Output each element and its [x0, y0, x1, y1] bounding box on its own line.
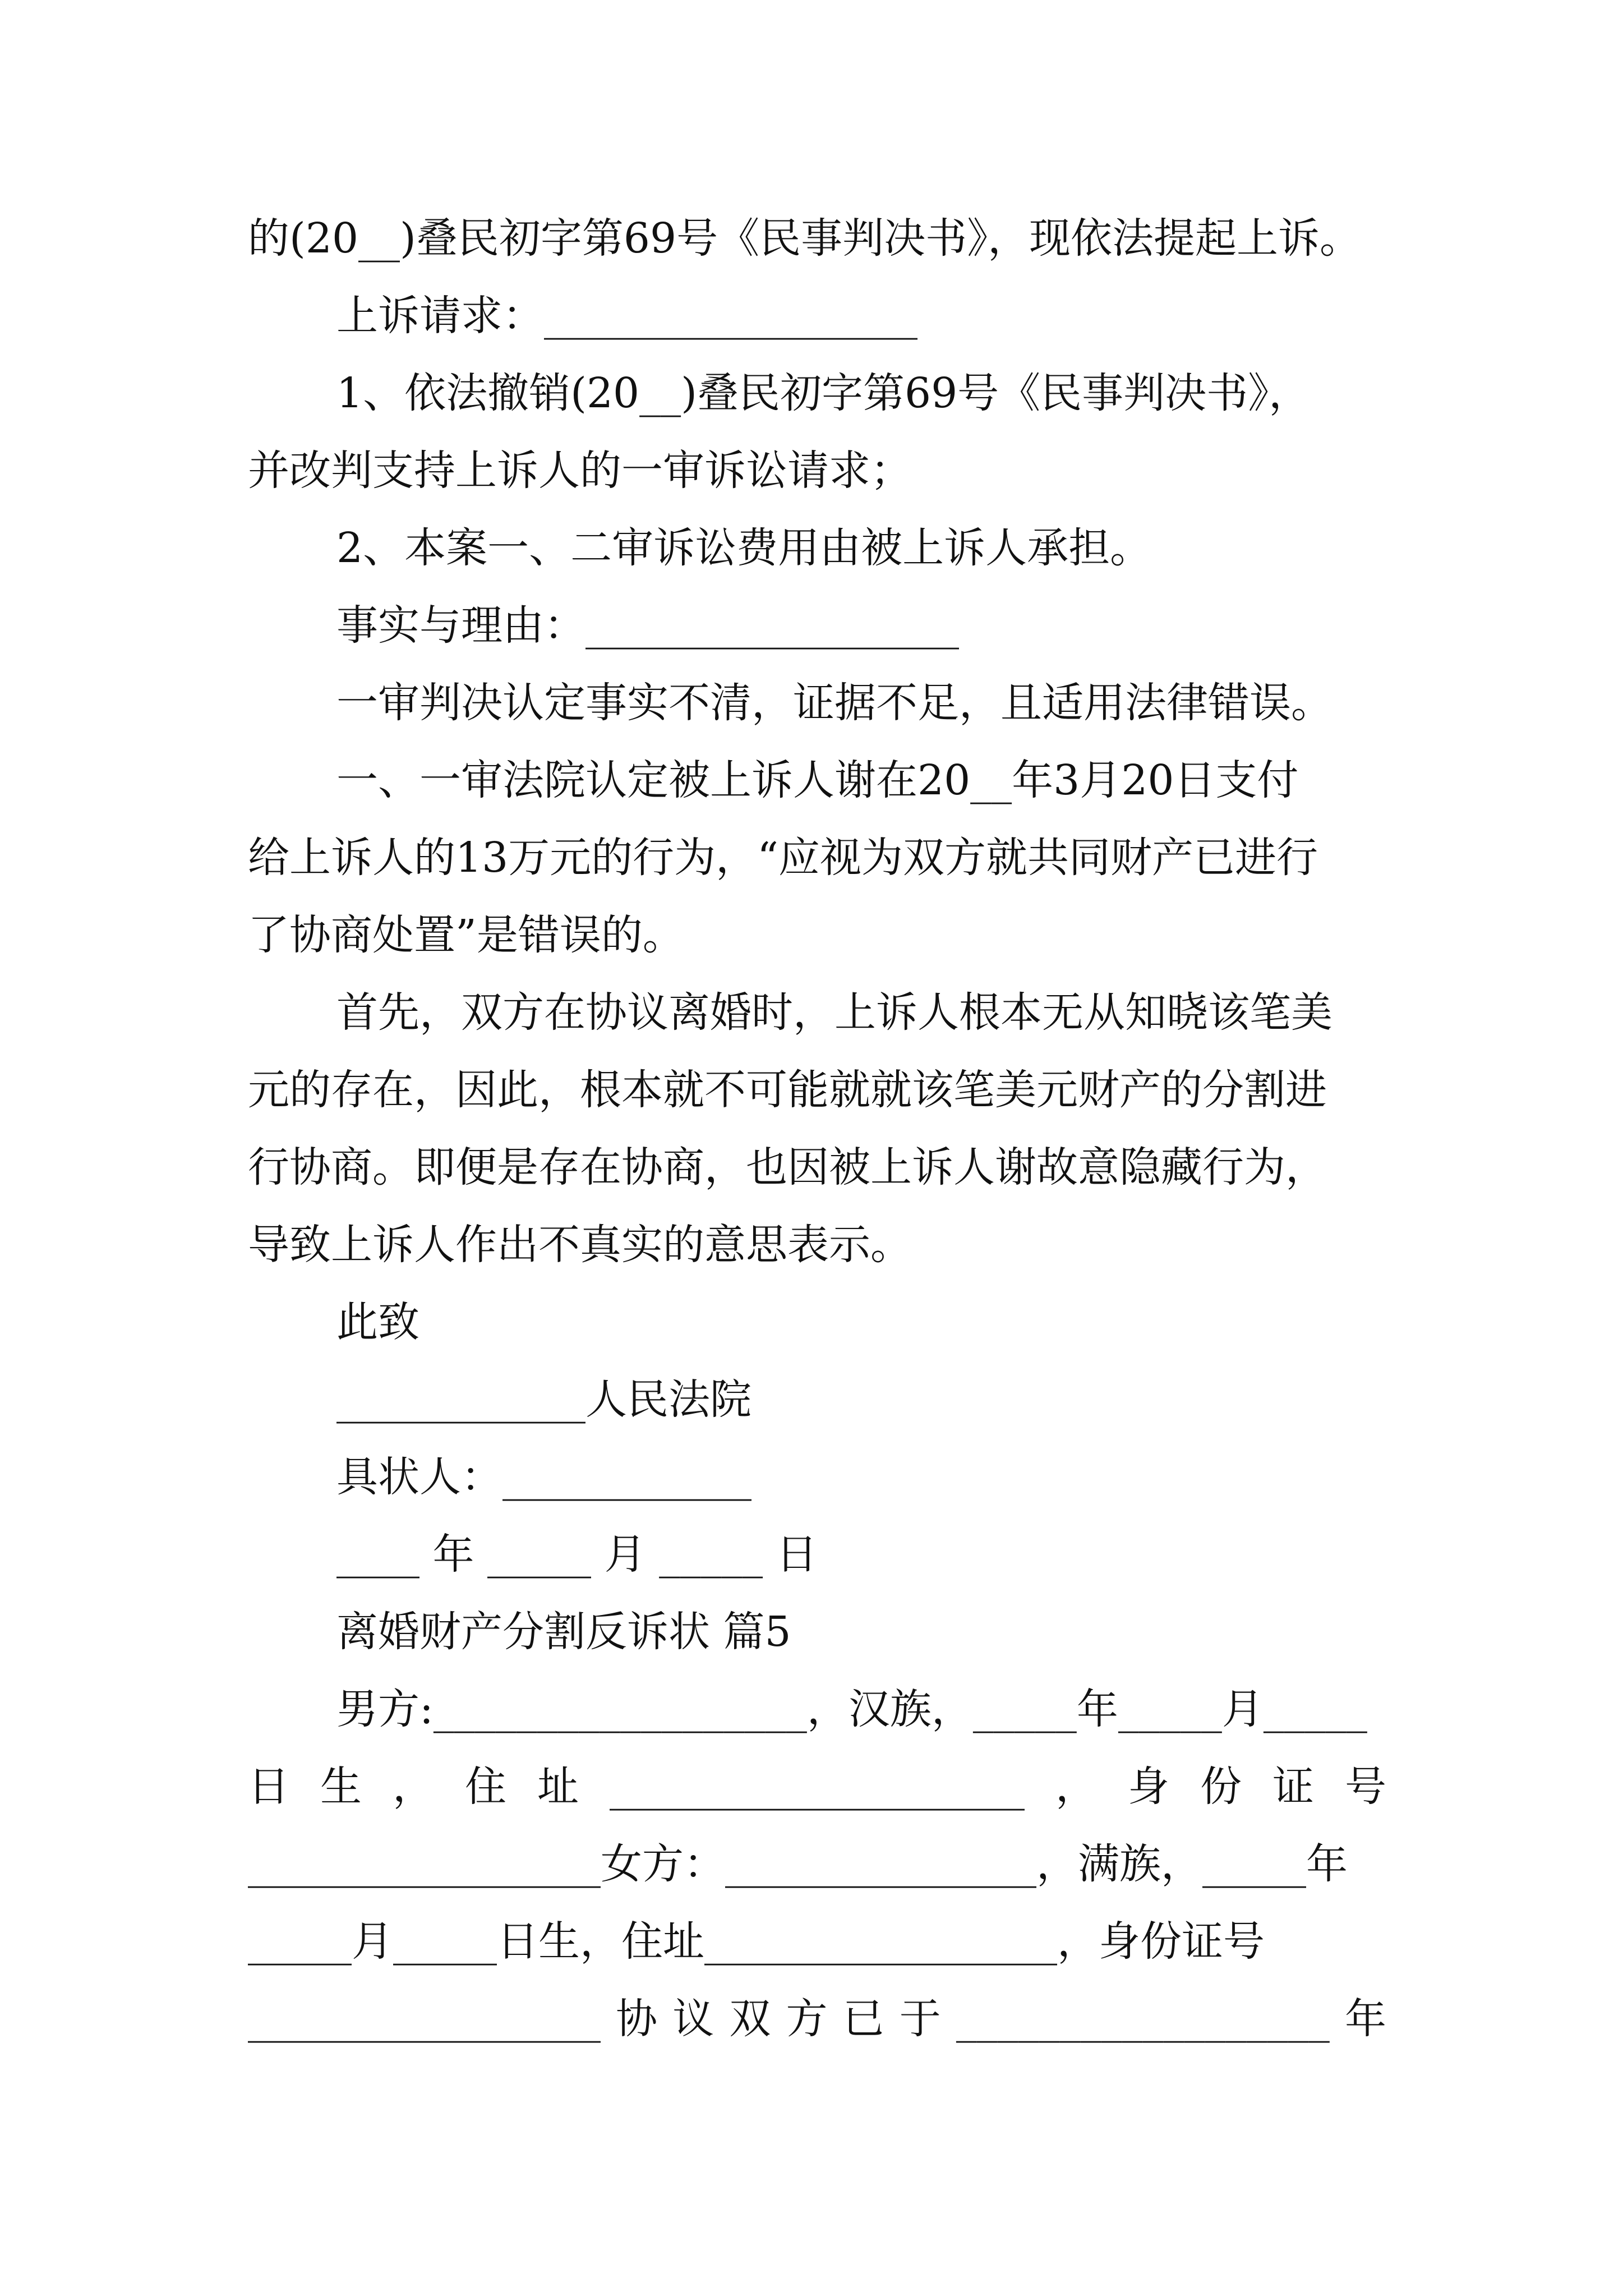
justified-token: 住 — [465, 1763, 506, 1811]
text-line-16: ____________人民法院 — [336, 1375, 751, 1424]
text-line-10: 了协商处置”是错误的。 — [248, 911, 684, 959]
justified-token: 年 — [1345, 1995, 1386, 2043]
justified-token: ， — [393, 1763, 434, 1811]
text-line-24 — [248, 1988, 1386, 2050]
justified-token: 于 — [899, 1995, 941, 2043]
text-line-23: _____月_____日生，住址_________________，身份证号 — [248, 1917, 1265, 1966]
text-line-21 — [248, 1756, 1386, 1818]
justified-token: ， — [1055, 1763, 1097, 1811]
text-line-14: 导致上诉人作出不真实的意思表示。 — [248, 1221, 912, 1269]
text-line-9: 给上诉人的13万元的行为，“应视为双方就共同财产已进行 — [248, 834, 1318, 882]
text-line-11: 首先，双方在协议离婚时，上诉人根本无从知晓该笔美 — [336, 988, 1332, 1037]
justified-token: 份 — [1200, 1763, 1242, 1811]
justified-token: 证 — [1272, 1763, 1314, 1811]
text-line-18: ____ 年 _____ 月 _____ 日 — [336, 1530, 818, 1579]
text-line-19: 离婚财产分割反诉状 篇5 — [336, 1608, 791, 1656]
justified-token: 生 — [320, 1763, 362, 1811]
justified-token: 方 — [786, 1995, 828, 2043]
text-line-3: 1、依法撤销(20__)叠民初字第69号《民事判决书》， — [336, 369, 1311, 417]
text-line-17: 具状人：____________ — [336, 1453, 751, 1501]
text-line-15: 此致 — [336, 1298, 419, 1346]
text-line-7: 一审判决认定事实不清，证据不足，且适用法律错误。 — [336, 679, 1332, 727]
justified-token: 双 — [729, 1995, 771, 2043]
justified-token: 议 — [672, 1995, 714, 2043]
justified-token: 协 — [616, 1995, 658, 2043]
justified-token: ____________________ — [610, 1763, 1025, 1811]
text-line-1: 的(20__)叠民初字第69号《民事判决书》，现依法提起上诉。 — [248, 214, 1362, 263]
text-line-22: _________________女方：_______________，满族，_____年 — [248, 1840, 1348, 1888]
text-line-8: 一、一审法院认定被上诉人谢在20__年3月20日支付 — [336, 756, 1299, 804]
text-line-6: 事实与理由：__________________ — [336, 601, 959, 650]
justified-token: _________________ — [248, 1995, 601, 2043]
text-line-12: 元的存在，因此，根本就不可能就就该笔美元财产的分割进 — [248, 1066, 1327, 1114]
justified-token: __________________ — [956, 1995, 1330, 2043]
justified-token: 日 — [248, 1763, 289, 1811]
text-line-20: 男方:__________________，汉族，_____年_____月_____ — [336, 1685, 1367, 1733]
text-line-4: 并改判支持上诉人的一审诉讼请求； — [248, 447, 912, 495]
justified-token: 号 — [1345, 1763, 1386, 1811]
justified-token: 身 — [1128, 1763, 1169, 1811]
text-line-13: 行协商。即便是存在协商，也因被上诉人谢故意隐藏行为， — [248, 1143, 1327, 1191]
justified-token: 址 — [537, 1763, 579, 1811]
text-line-5: 2、本案一、二审诉讼费用由被上诉人承担。 — [336, 524, 1152, 572]
justified-token: 已 — [842, 1995, 884, 2043]
text-line-2: 上诉请求：__________________ — [336, 292, 917, 340]
